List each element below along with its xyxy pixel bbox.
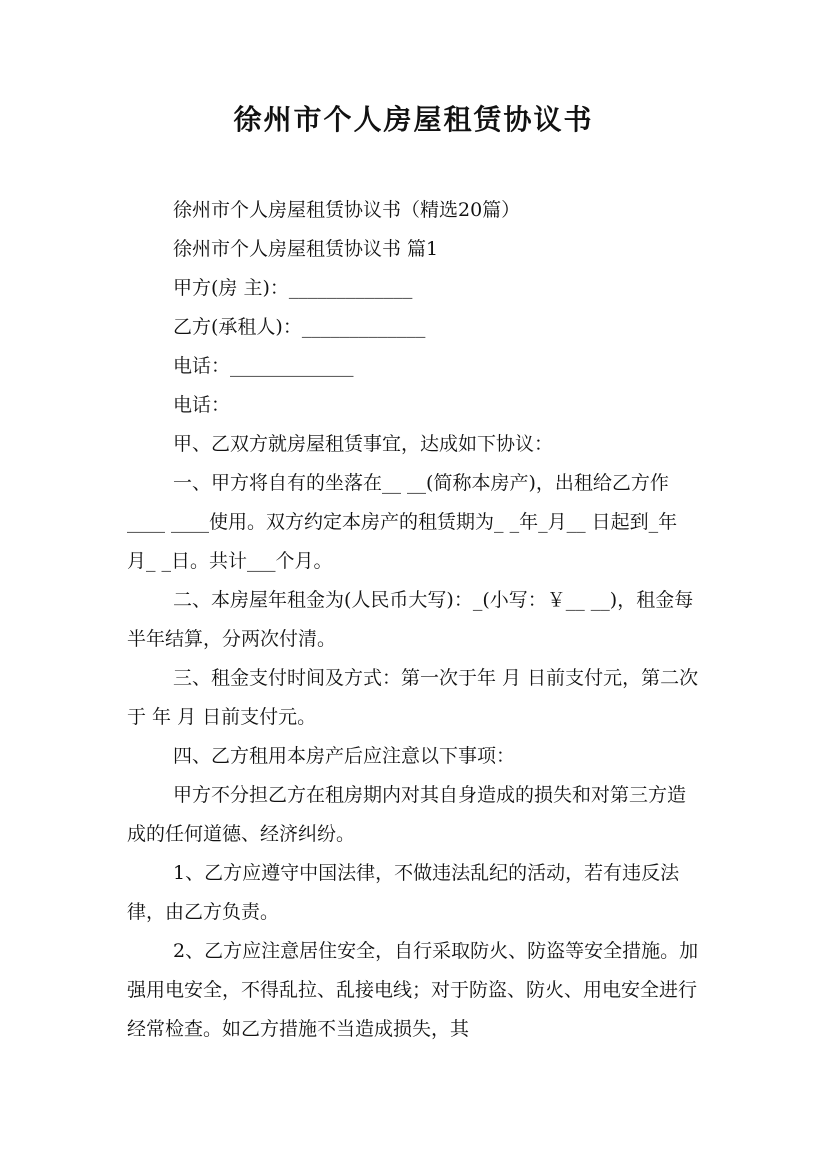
document-title: 徐州市个人房屋租赁协议书 <box>233 103 594 136</box>
paragraph: 甲方不分担乙方在租房期内对其自身造成的损失和对第三方造成的任何道德、经济纠纷。 <box>127 784 687 845</box>
paragraph: 四、乙方租用本房产后应注意以下事项： <box>173 745 516 767</box>
paragraph: 一、甲方将自有的坐落在__ __(简称本房产)，出租给乙方作____ ____使用。双方约定本房产的租赁期为_ _年_月__ 日起到_年 月_ _日。共计___个月。 <box>127 472 684 572</box>
paragraph: 甲、乙双方就房屋租赁事宜，达成如下协议： <box>173 433 554 455</box>
paragraph: 徐州市个人房屋租赁协议书 篇1 <box>173 238 439 260</box>
paragraph: 乙方(承租人)：_____________ <box>173 316 426 338</box>
paragraph: 2、乙方应注意居住安全，自行采取防火、防盗等安全措施。加强用电安全，不得乱拉、乱接电线；对于防盗、防火、用电安全进行经常检查。如乙方措施不当造成损失，其 <box>127 940 699 1040</box>
paragraph: 1、乙方应遵守中国法律，不做违法乱纪的活动，若有违反法律，由乙方负责。 <box>127 862 680 923</box>
paragraph: 徐州市个人房屋租赁协议书（精选20篇） <box>173 199 521 221</box>
paragraph: 电话：_____________ <box>173 355 354 377</box>
paragraph: 甲方(房 主)：_____________ <box>173 277 413 299</box>
paragraph: 电话： <box>173 394 231 416</box>
paragraph: 二、本房屋年租金为(人民币大写)：_(小写：￥__ __)，租金每半年结算，分两次付清。 <box>127 589 694 650</box>
paragraph: 三、租金支付时间及方式：第一次于年 月 日前支付元，第二次于 年 月 日前支付元。 <box>127 667 699 728</box>
document-body <box>127 191 702 1049</box>
